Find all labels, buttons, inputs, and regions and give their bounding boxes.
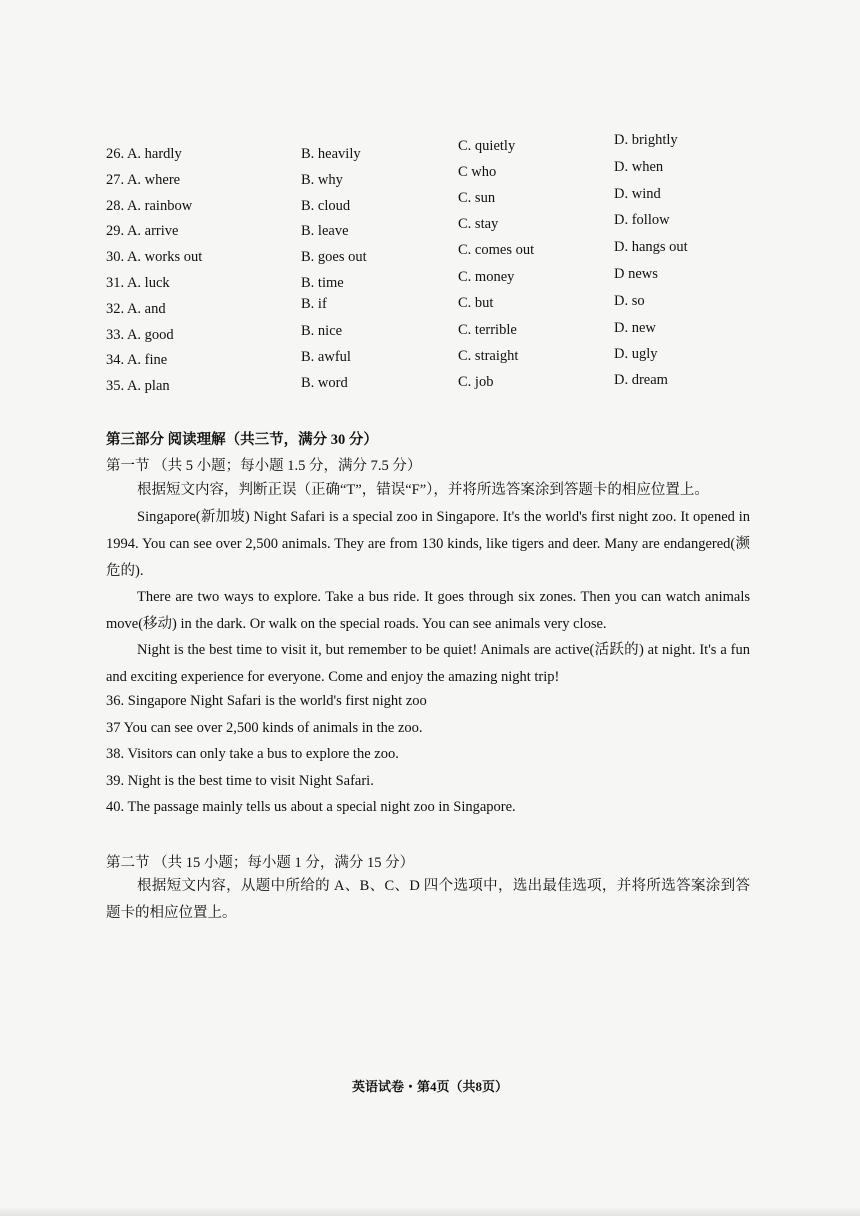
option-b: B. why	[301, 172, 343, 188]
option-c: C. job	[458, 374, 494, 390]
option-a: 31. A. luck	[106, 275, 170, 291]
option-a: 29. A. arrive	[106, 223, 179, 239]
option-c: C. sun	[458, 190, 496, 206]
option-c: C. but	[458, 295, 494, 311]
statement-40: 40. The passage mainly tells us about a special night zoo in Singapore.	[106, 799, 516, 815]
option-row-34	[0, 346, 860, 378]
option-b: B. nice	[301, 323, 343, 339]
option-b: B. word	[301, 375, 348, 391]
option-d: D. follow	[614, 212, 670, 228]
option-row-31	[0, 266, 860, 301]
option-row-30	[0, 239, 860, 275]
option-c: C. quietly	[458, 138, 516, 154]
option-b: B. awful	[301, 349, 351, 365]
option-a: 33. A. good	[106, 327, 174, 343]
option-row-27	[0, 159, 860, 198]
option-d: D. ugly	[614, 346, 658, 362]
option-a: 34. A. fine	[106, 352, 168, 368]
option-c: C. stay	[458, 216, 499, 232]
passage-paragraph-2: There are two ways to explore. Take a bus ride. It goes through six zones. Then you can watch animals move(移动) in the dark. Or walk on the special roads. You can see animals very close.	[106, 589, 750, 632]
section2-instruction: 根据短文内容，从题中所给的 A、B、C、D 四个选项中，选出最佳选项，并将所选答案涂到答题卡的相应位置上。	[106, 878, 750, 921]
option-b: B. time	[301, 275, 344, 291]
option-c: C. terrible	[458, 322, 517, 338]
option-d: D. when	[614, 159, 664, 175]
option-row-33	[0, 320, 860, 353]
statement-38: 38. Visitors can only take a bus to explore the zoo.	[106, 746, 399, 762]
passage-paragraph-3: Night is the best time to visit it, but remember to be quiet! Animals are active(活跃的) at night. It's a fun and exciting experience for everyone. Come and enjoy the amazing night trip!	[106, 642, 750, 685]
option-d: D. hangs out	[614, 239, 688, 255]
option-a: 30. A. works out	[106, 249, 203, 265]
option-b: B. goes out	[301, 249, 367, 265]
part3-title: 第三部分 阅读理解（共三节，满分 30 分）	[106, 432, 378, 448]
passage-paragraph-1: Singapore(新加坡) Night Safari is a special zoo in Singapore. It's the world's first night zoo. It opened in 1994. You can see over 2,500 animals. They are from 130 kinds, like tigers and deer. Many are endangered(濒危的).	[106, 509, 750, 579]
option-b: B. cloud	[301, 198, 351, 214]
option-row-29	[0, 212, 860, 249]
section1-instruction: 根据短文内容，判断正误（正确“T”，错误“F”），并将所选答案涂到答题卡的相应位置上。	[137, 482, 709, 498]
option-a: 35. A. plan	[106, 378, 170, 394]
option-c: C. money	[458, 269, 515, 285]
option-row-32	[0, 293, 860, 327]
option-d: D. new	[614, 320, 656, 336]
option-c: C who	[458, 164, 497, 180]
option-d: D. so	[614, 293, 645, 309]
section1-title: 第一节 （共 5 小题；每小题 1.5 分，满分 7.5 分）	[106, 458, 422, 474]
option-row-28	[0, 186, 860, 224]
option-b: B. heavily	[301, 146, 361, 162]
option-d: D news	[614, 266, 658, 282]
option-d: D. brightly	[614, 132, 678, 148]
page-footer: 英语试卷・第4页（共8页）	[351, 1079, 508, 1094]
option-d: D. dream	[614, 372, 668, 388]
option-d: D. wind	[614, 186, 661, 202]
statement-39: 39. Night is the best time to visit Night Safari.	[106, 773, 374, 789]
option-b: B. leave	[301, 223, 349, 239]
scan-edge-shadow	[0, 1206, 860, 1216]
option-a: 32. A. and	[106, 301, 166, 317]
section2-title: 第二节 （共 15 小题；每小题 1 分，满分 15 分）	[106, 855, 415, 871]
option-row-35	[0, 372, 860, 404]
statement-37: 37 You can see over 2,500 kinds of animals in the zoo.	[106, 720, 423, 736]
option-a: 26. A. hardly	[106, 146, 182, 162]
option-c: C. comes out	[458, 242, 535, 258]
option-c: C. straight	[458, 348, 519, 364]
statement-36: 36. Singapore Night Safari is the world's first night zoo	[106, 693, 427, 709]
option-row-26	[0, 132, 860, 172]
option-a: 28. A. rainbow	[106, 198, 193, 214]
option-b: B. if	[301, 296, 327, 312]
option-a: 27. A. where	[106, 172, 181, 188]
